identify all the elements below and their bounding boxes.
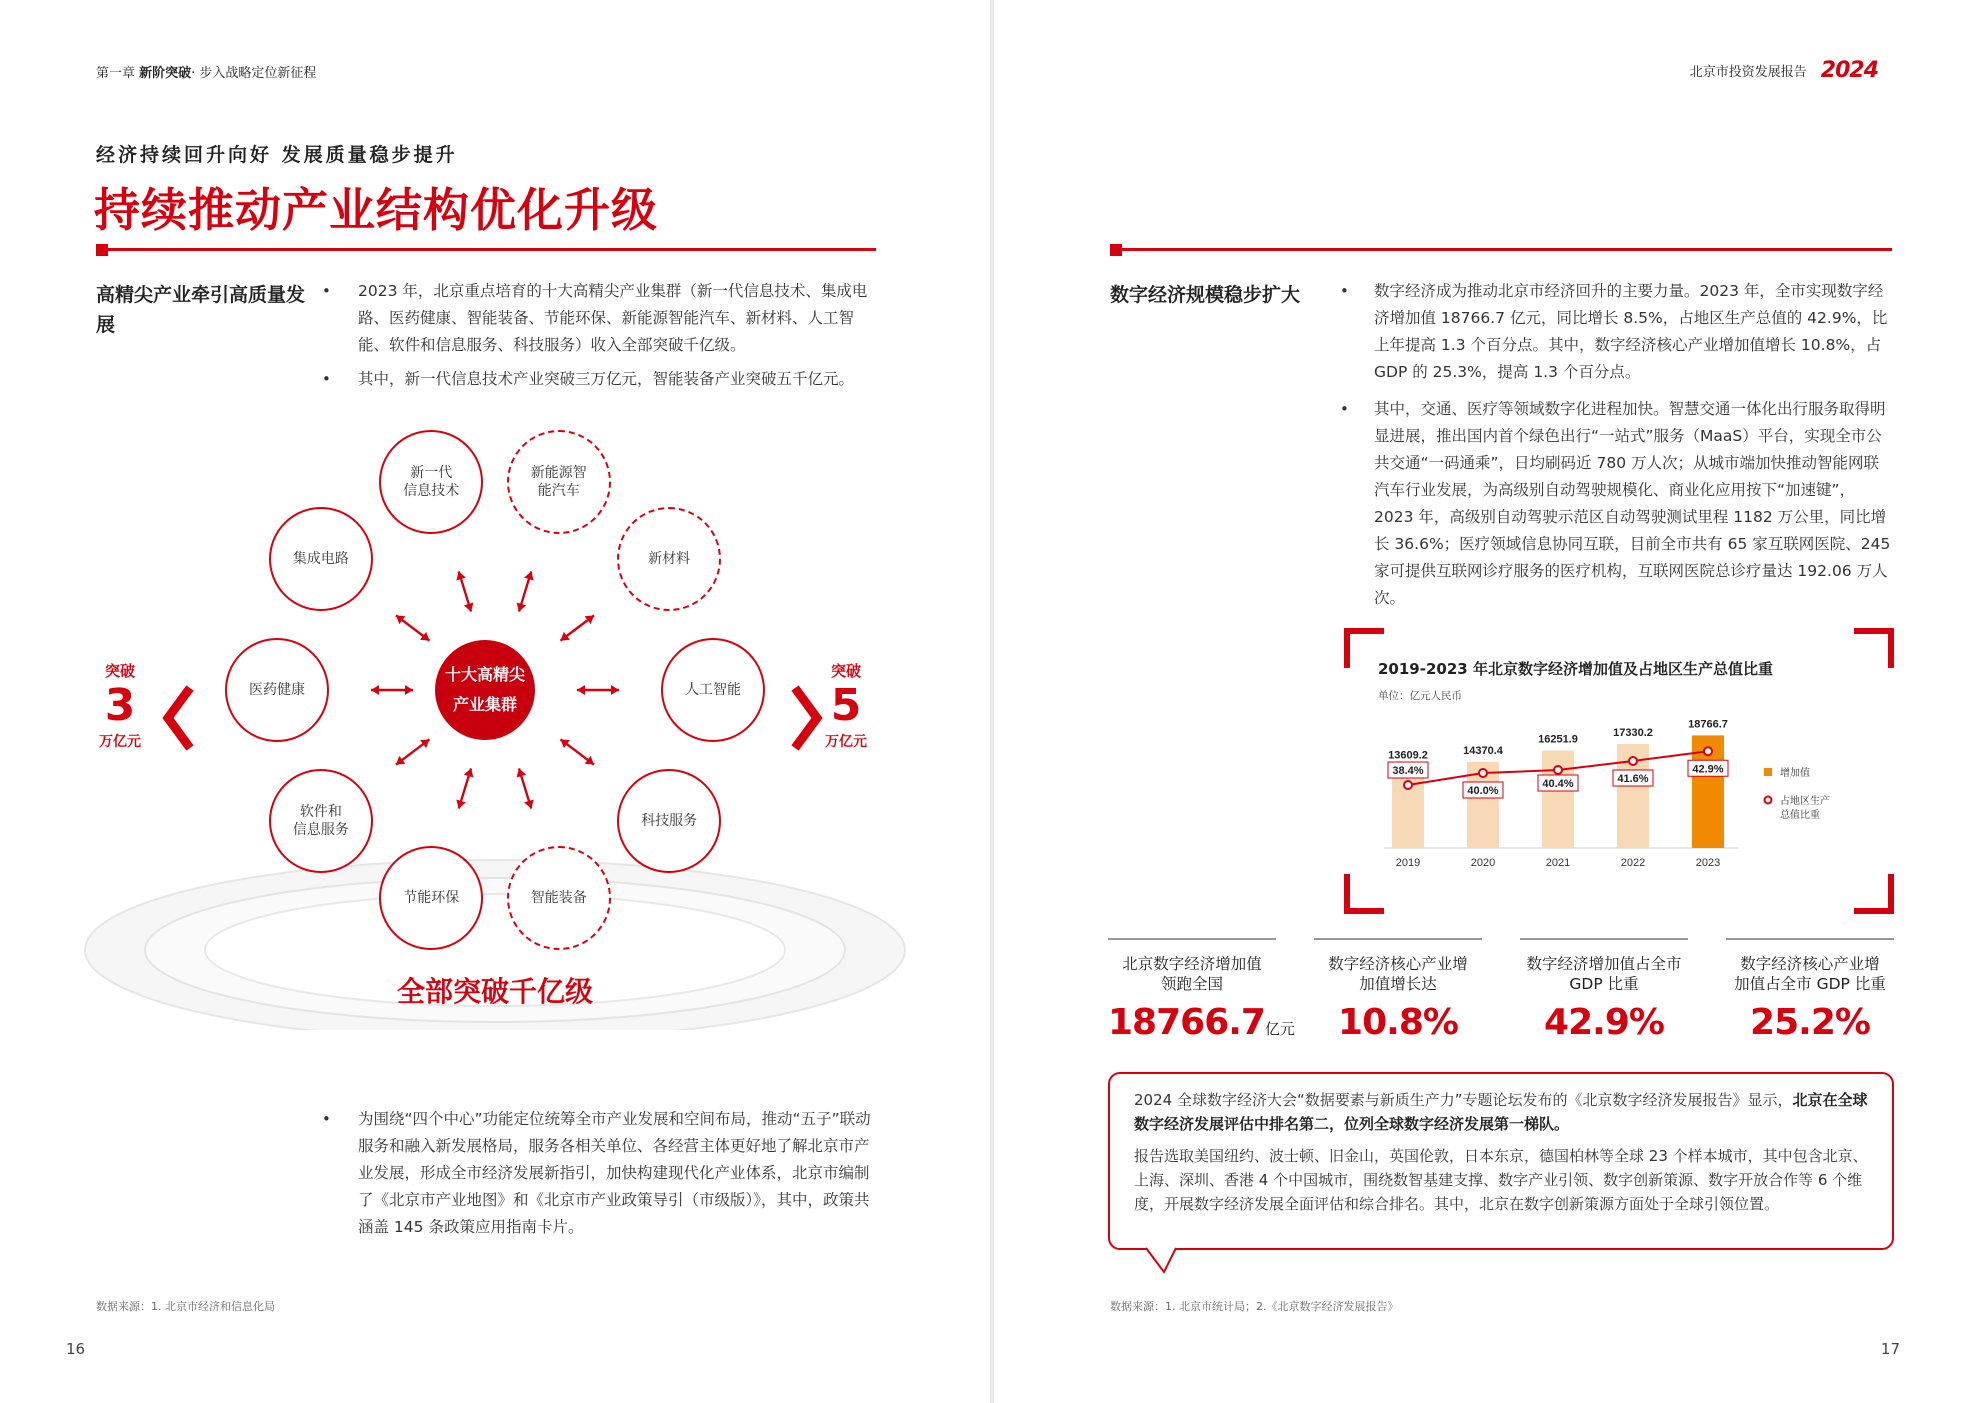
- stat-unit: 亿元: [1264, 1020, 1295, 1038]
- industry-node-line2: 信息服务: [292, 822, 349, 839]
- industry-node-label: [249, 681, 305, 699]
- industry-node: [661, 638, 765, 742]
- diagram-arrowhead: [405, 685, 413, 695]
- stat-label-1: 数字经济增加值占全市: [1526, 955, 1682, 973]
- section-heading: 高精尖产业牵引高质量发展: [96, 284, 306, 336]
- ratio-point: [1629, 757, 1637, 765]
- stat-value-row: [1108, 1002, 1295, 1043]
- industry-node-label: [293, 550, 349, 568]
- right-breakthrough-unit: 万亿元: [825, 734, 867, 750]
- bullet-dot: •: [322, 370, 331, 388]
- center-label-2: 产业集群: [452, 695, 517, 714]
- legend-line-label-2: 总值比重: [1780, 810, 1820, 821]
- x-tick-label: 2020: [1470, 857, 1496, 869]
- stat-card: [1726, 938, 1894, 1043]
- ratio-label: 38.4%: [1392, 765, 1424, 777]
- stat-label-1: 北京数字经济增加值: [1122, 955, 1262, 973]
- section-heading-right: 数字经济规模稳步扩大: [1110, 284, 1301, 306]
- industry-node-label: [293, 803, 349, 839]
- industry-node-line1: 人工智能: [685, 682, 741, 698]
- legend-bar-label: 增加值: [1780, 768, 1810, 779]
- stat-card: [1108, 938, 1295, 1043]
- industry-node: [379, 430, 483, 534]
- ranking-callout: [1108, 1072, 1894, 1250]
- left-page: [0, 0, 990, 1403]
- chapter-bold: 新阶突破: [139, 66, 192, 81]
- industry-node-line2: 信息技术: [403, 482, 460, 499]
- ratio-point: [1554, 766, 1562, 774]
- chart-unit: 单位：亿元人民币: [1378, 690, 1462, 702]
- report-year: 2024: [1820, 58, 1878, 83]
- industry-node-label: [531, 464, 587, 500]
- page-title: 持续推动产业结构优化升级: [94, 183, 658, 237]
- chapter-header: [96, 62, 316, 81]
- callout-text: 2024 全球数字经济大会“数据要素与新质生产力”专题论坛发布的《北京数字经济发展报告》显示，: [1134, 1091, 1793, 1109]
- industry-node-label: [531, 889, 587, 907]
- diagram-arrowhead: [577, 685, 585, 695]
- industry-node-label: [648, 550, 690, 568]
- industry-node-label: [403, 464, 459, 500]
- stat-value: 18766.7: [1108, 1002, 1265, 1043]
- callout-highlight: 北京在全球数字经济发展评估中排名第二，位列全球数字经济发展第一梯队。: [1134, 1091, 1868, 1133]
- industry-node: [617, 507, 721, 611]
- industry-node: [379, 846, 483, 950]
- chart-plot: [1344, 628, 1894, 914]
- x-tick-label: 2022: [1620, 857, 1646, 869]
- bullet-text-1: 2023 年，北京重点培育的十大高精尖产业集群（新一代信息技术、集成电路、医药健康、智能装备、节能环保、新能源智能汽车、新材料、人工智能、软件和信息服务、科技服务）收入全部突破千亿级。: [358, 282, 868, 354]
- ratio-label: 41.6%: [1617, 773, 1649, 785]
- chart-container: [1344, 628, 1894, 914]
- right-page: [994, 0, 1984, 1403]
- chapter-label: 第一章: [96, 66, 136, 81]
- stat-value-row: [1314, 1002, 1482, 1043]
- footnote-left: 数据来源：1. 北京市经济和信息化局: [96, 1300, 275, 1313]
- diagram-arrowhead: [611, 685, 619, 695]
- left-breakthrough-unit: 万亿元: [99, 734, 141, 750]
- report-title: 北京市投资发展报告: [1689, 65, 1807, 80]
- stat-rule: [1520, 938, 1688, 940]
- legend-bar-swatch: [1764, 768, 1772, 776]
- industry-node-label: [403, 889, 459, 907]
- diagram-bottom-text: 全部突破千亿级: [396, 975, 593, 1008]
- stat-label-2: GDP 比重: [1569, 975, 1639, 993]
- page-number-left: 16: [66, 1340, 86, 1358]
- chart-title: 2019-2023 年北京数字经济增加值及占地区生产总值比重: [1378, 660, 1773, 678]
- industry-node-line1: 新能源智: [530, 464, 587, 481]
- right-breakthrough: [818, 660, 874, 751]
- industry-node-line1: 智能装备: [530, 890, 587, 907]
- left-breakthrough: [92, 660, 148, 751]
- stat-rule: [1108, 938, 1276, 940]
- industry-node: [269, 507, 373, 611]
- industry-node-line2: 能汽车: [537, 482, 580, 499]
- bullet-dot: •: [322, 282, 331, 300]
- legend-line-swatch: [1765, 797, 1772, 804]
- page-subtitle: 经济持续回升向好 发展质量稳步提升: [96, 144, 458, 166]
- bar-value-label: 18766.7: [1688, 718, 1728, 731]
- right-bullet-1: 数字经济成为推动北京市经济回升的主要力量。2023 年，全市实现数字经济增加值 18766.7 亿元，同比增长 8.5%，占地区生产总值的 42.9%，比上年提高 1.3 个百分点。其中，数字经济核心产业增加值增长 10.8%，占 GDP 的 25.3%，提高 1.3 个百分点。: [1374, 282, 1888, 381]
- x-tick-label: 2023: [1695, 857, 1721, 869]
- stat-label-1: 数字经济核心产业增: [1328, 955, 1468, 973]
- chapter-rest: · 步入战略定位新征程: [191, 66, 317, 81]
- x-tick-label: 2019: [1395, 857, 1421, 869]
- bullet-text-2: 其中，新一代信息技术产业突破三万亿元，智能装备产业突破五千亿元。: [358, 370, 855, 388]
- stat-value: 42.9%: [1544, 1002, 1664, 1043]
- stat-label-2: 加值增长达: [1359, 975, 1437, 993]
- callout-tail: [1144, 1246, 1184, 1276]
- industry-node-line1: 节能环保: [403, 890, 460, 907]
- footnote-right: 数据来源：1. 北京市统计局；2.《北京数字经济发展报告》: [1110, 1300, 1399, 1313]
- stat-rule: [1314, 938, 1482, 940]
- diagram-arrowhead: [371, 685, 379, 695]
- left-breakthrough-number: 3: [104, 680, 136, 731]
- chart-bar: [1392, 766, 1424, 848]
- bullet-dot: •: [322, 1110, 331, 1128]
- title-rule: [96, 248, 876, 251]
- industry-node-line1: 新材料: [648, 550, 691, 567]
- left-breakthrough-label: 突破: [104, 662, 135, 680]
- callout-para-2: 报告选取美国纽约、波士顿、旧金山，英国伦敦，日本东京，德国柏林等全球 23 个样本城市，其中包含北京、上海、深圳、香港 4 个中国城市，围绕数智基建支撑、数字产业引领、数字创新策源、数字开放合作等 6 个维度，开展数字经济发展全面评估和综合排名。其中，北京在数字创新策源方面处于全球引领位置。: [1134, 1147, 1868, 1213]
- bullet-dot: •: [1340, 400, 1349, 418]
- right-bullet-2: 其中，交通、医疗等领域数字化进程加快。智慧交通一体化出行服务取得明显进展，推出国内首个绿色出行“一站式”服务（MaaS）平台，实现全市公共交通“一码通乘”，日均刷码近 780 万人次；从城市端加快推动智能网联汽车行业发展，为高级别自动驾驶规模化、商业化应用按下“加速键”，2023 年，高级别自动驾驶示范区自动驾驶测试里程 1182 万公里，同比增长 36.6%；医疗领域信息协同互联，目前全市共有 65 家互联网医院、245 家可提供互联网诊疗服务的医疗机构，互联网医院总诊疗量达 192.06 万人次。: [1374, 400, 1891, 607]
- industry-node-label: [641, 812, 697, 830]
- industry-node-line1: 新一代: [410, 464, 453, 481]
- ratio-point: [1479, 769, 1487, 777]
- center-label-1: 十大高精尖: [444, 665, 525, 684]
- industry-node: [507, 846, 611, 950]
- stat-value-row: [1726, 1002, 1894, 1043]
- legend-line-label-1: 占地区生产: [1780, 796, 1830, 807]
- x-tick-label: 2021: [1545, 857, 1571, 869]
- stat-card: [1520, 938, 1688, 1043]
- industry-node-line1: 软件和: [299, 804, 342, 821]
- bar-value-label: 16251.9: [1538, 733, 1578, 746]
- stat-rule: [1726, 938, 1894, 940]
- report-header: [1690, 58, 1878, 83]
- right-breakthrough-label: 突破: [830, 662, 861, 680]
- industry-node: [617, 769, 721, 873]
- stat-value: 10.8%: [1338, 1002, 1458, 1043]
- industry-node: [507, 430, 611, 534]
- bullet-dot: •: [1340, 282, 1349, 300]
- industry-node-line1: 科技服务: [641, 813, 698, 830]
- bar-value-label: 14370.4: [1463, 744, 1503, 757]
- industry-cluster-diagram: [0, 430, 990, 1030]
- stat-label-2: 加值占全市 GDP 比重: [1734, 975, 1886, 993]
- right-breakthrough-number: 5: [830, 680, 862, 731]
- bar-value-label: 13609.2: [1388, 749, 1428, 762]
- stat-value-row: [1520, 1002, 1688, 1043]
- stat-card: [1314, 938, 1482, 1043]
- diagram-center: [435, 640, 535, 740]
- callout-para-1: [1134, 1088, 1874, 1136]
- industry-node: [225, 638, 329, 742]
- ratio-label: 40.4%: [1542, 778, 1574, 790]
- industry-node: [269, 769, 373, 873]
- ratio-point: [1704, 747, 1712, 755]
- stat-label-2: 领跑全国: [1160, 975, 1223, 993]
- industry-node-label: [685, 681, 741, 699]
- ratio-label: 42.9%: [1692, 763, 1724, 776]
- stat-value: 25.2%: [1750, 1002, 1870, 1043]
- page-number-right: 17: [1880, 1340, 1900, 1358]
- ratio-label: 40.0%: [1467, 785, 1499, 797]
- industry-node-line1: 医药健康: [249, 682, 305, 698]
- ratio-point: [1404, 781, 1412, 789]
- stat-label-1: 数字经济核心产业增: [1740, 955, 1880, 973]
- bottom-bullet-text: 为围绕“四个中心”功能定位统筹全市产业发展和空间布局，推动“五子”联动服务和融入新发展格局，服务各相关单位、各经营主体更好地了解北京市产业发展，形成全市经济发展新指引，加快构建现代化产业体系，北京市编制了《北京市产业地图》和《北京市产业政策导引（市级版）》，其中，政策共涵盖 145 条政策应用指南卡片。: [358, 1110, 871, 1236]
- bar-value-label: 17330.2: [1613, 727, 1653, 740]
- section-rule: [1110, 248, 1892, 251]
- industry-node-line1: 集成电路: [292, 550, 349, 567]
